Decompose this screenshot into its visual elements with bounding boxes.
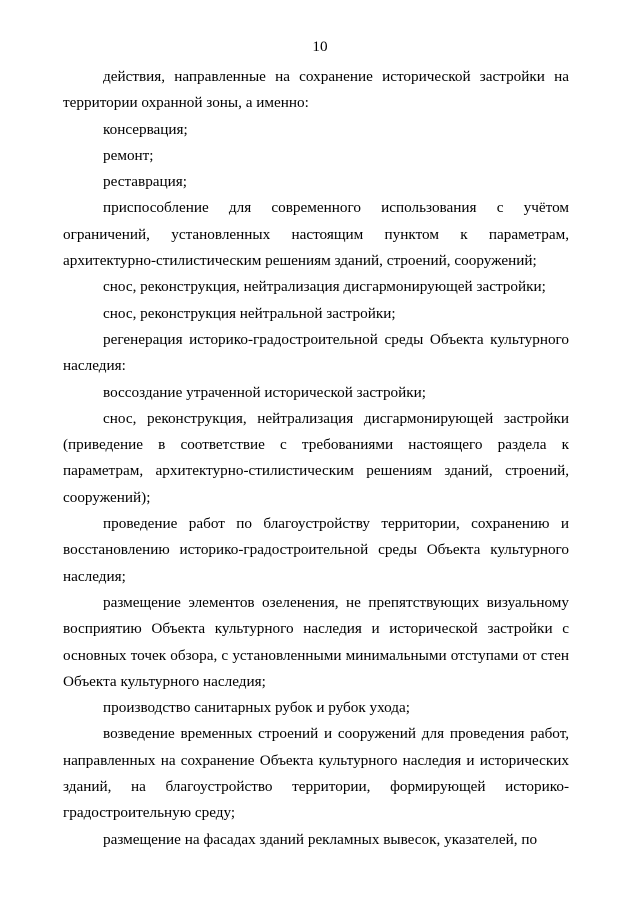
paragraph: консервация; xyxy=(103,120,188,138)
paragraph: реставрация; xyxy=(103,173,187,191)
body-text xyxy=(63,64,569,853)
paragraph: возведение временных строений и сооружений для проведения работ, направленных на сохранение Объекта культурного наследия и исторических зданий, на благоустройство территории, формирующей историко-градостроительную среду; xyxy=(63,725,569,822)
paragraph: проведение работ по благоустройству территории, сохранению и восстановлению историко-градостроительной среды Объекта культурного наследия; xyxy=(63,515,569,585)
paragraph: действия, направленные на сохранение исторической застройки на территории охранной зоны, а именно: xyxy=(63,68,569,112)
paragraph: размещение на фасадах зданий рекламных вывесок, указателей, по xyxy=(103,830,538,848)
paragraph: приспособление для современного использования с учётом ограничений, установленных настоящим пунктом к параметрам, архитектурно-стилистическим решениям зданий, строений, сооружений; xyxy=(63,199,569,270)
paragraph: воссоздание утраченной исторической застройки; xyxy=(103,383,426,401)
page-number: 10 xyxy=(312,38,328,55)
paragraph: размещение элементов озеленения, не препятствующих визуальному восприятию Объекта культурного наследия и исторической застройки с основных точек обзора, с установленными минимальными отступами от стен Объекта культурного наследия; xyxy=(63,593,569,690)
paragraph: снос, реконструкция, нейтрализация дисгармонирующей застройки (приведение в соответствие с требованиями настоящего раздела к параметрам, архитектурно-стилистическим решениям зданий, строений, сооружений); xyxy=(63,409,569,506)
paragraph: снос, реконструкция, нейтрализация дисгармонирующей застройки; xyxy=(103,278,546,296)
paragraph: производство санитарных рубок и рубок ухода; xyxy=(103,699,410,717)
paragraph: ремонт; xyxy=(103,146,154,164)
paragraph: снос, реконструкция нейтральной застройки; xyxy=(103,304,396,322)
paragraph: регенерация историко-градостроительной среды Объекта культурного наследия: xyxy=(63,330,569,375)
